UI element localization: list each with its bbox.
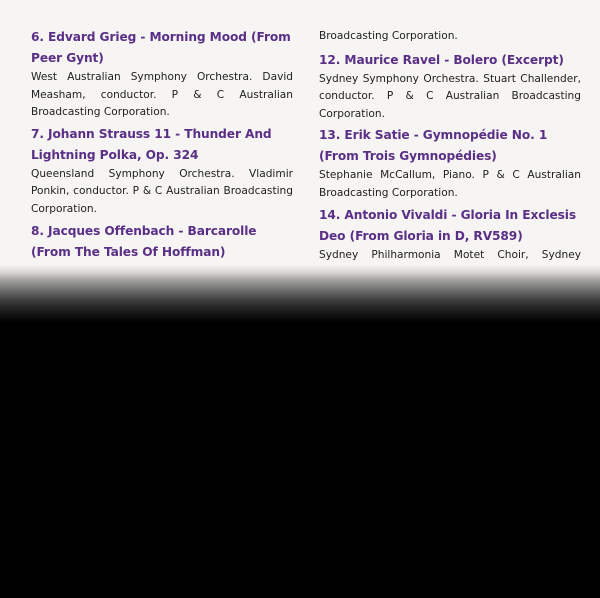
track-credits: Sydney Philharmonia Motet Choir, Sydney	[319, 248, 581, 261]
scan-fade-band	[0, 266, 600, 322]
track-item	[319, 125, 581, 202]
track-item	[31, 0, 293, 122]
track-list-left	[31, 0, 293, 275]
booklet-page	[0, 0, 600, 275]
continued-credits: Broadcasting Corporation.	[319, 30, 458, 42]
track-item	[31, 124, 293, 219]
track-title: 8. Jacques Offenbach - Barcarolle (From The Tales Of Hoffman)	[31, 223, 257, 259]
track-credits: West Australian Symphony Orchestra. David Measham, conductor. P & C Australian Broadcasting Corporation.	[31, 71, 293, 119]
track-credits: Queensland Symphony Orchestra. Vladimir Ponkin, conductor. P & C Australian Broadcasting Corporation.	[31, 167, 293, 215]
track-title: 6. Edvard Grieg - Morning Mood (From Peer Gynt)	[31, 30, 291, 65]
track-title: 14. Antonio Vivaldi - Gloria In Exclesis Deo (From Gloria in D, RV589)	[319, 207, 577, 243]
track-title: 12. Maurice Ravel - Bolero (Excerpt)	[319, 52, 564, 67]
track-credits: Sydney Symphony Orchestra. Stuart Challender, conductor. P & C Australian Broadcasting Corporation.	[319, 72, 581, 120]
track-item	[319, 205, 581, 275]
track-title: 13. Erik Satie - Gymnopédie No. 1 (From Trois Gymnopédies)	[319, 128, 548, 164]
track-title: 7. Johann Strauss 11 - Thunder And Lightning Polka, Op. 324	[31, 126, 272, 162]
track-list-right	[319, 0, 581, 275]
track-item	[319, 50, 581, 124]
track-credits: Stephanie McCallum, Piano. P & C Australian Broadcasting Corporation.	[319, 169, 581, 199]
